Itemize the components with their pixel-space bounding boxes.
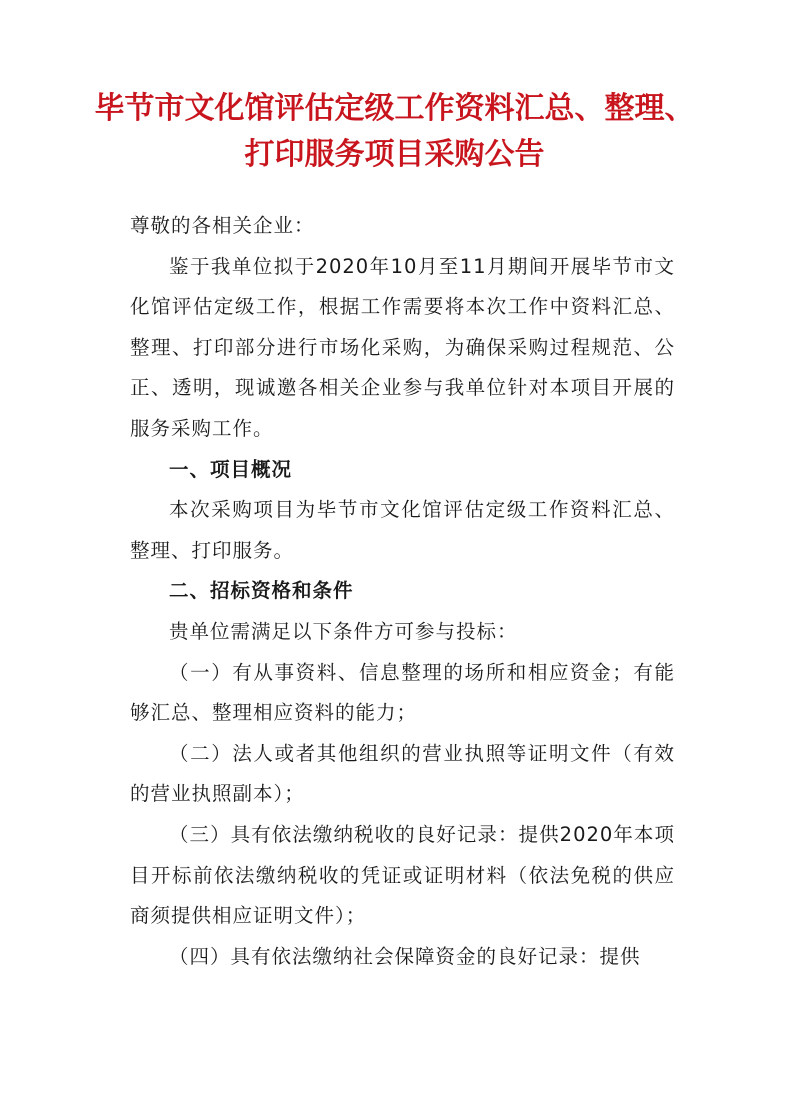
- intro-paragraph: 鉴于我单位拟于2020年10月至11月期间开展毕节市文化馆评估定级工作，根据工作需要将本次工作中资料汇总、整理、打印部分进行市场化采购，为确保采购过程规范、公正、透明，现诚邀各相关企业参与我单位针对本项目开展的服务采购工作。: [130, 254, 675, 440]
- section-1-heading: 一、项目概况: [169, 457, 293, 481]
- condition-item-3: （三）具有依法缴纳税收的良好记录：提供2020年本项目开标前依法缴纳税收的凭证或证明材料（依法免税的供应商须提供相应证明文件）；: [130, 822, 675, 928]
- section-2-heading: 二、招标资格和条件: [169, 579, 354, 603]
- condition-item-2: （二）法人或者其他组织的营业执照等证明文件（有效的营业执照副本）；: [130, 741, 675, 806]
- salutation: 尊敬的各相关企业：: [130, 214, 315, 237]
- section-1-text: 本次采购项目为毕节市文化馆评估定级工作资料汇总、整理、打印服务。: [130, 498, 675, 562]
- section-2-intro: 贵单位需满足以下条件方可参与投标：: [169, 619, 518, 643]
- title-line-2: 打印服务项目采购公告: [244, 137, 545, 172]
- title-line-1: 毕节市文化馆评估定级工作资料汇总、整理、: [94, 91, 695, 126]
- condition-item-4: （四）具有依法缴纳社会保障资金的良好记录：提供: [169, 944, 641, 968]
- document-title: [0, 86, 789, 178]
- document-body: [130, 206, 675, 977]
- condition-item-1: （一）有从事资料、信息整理的场所和相应资金；有能够汇总、整理相应资料的能力；: [130, 660, 675, 725]
